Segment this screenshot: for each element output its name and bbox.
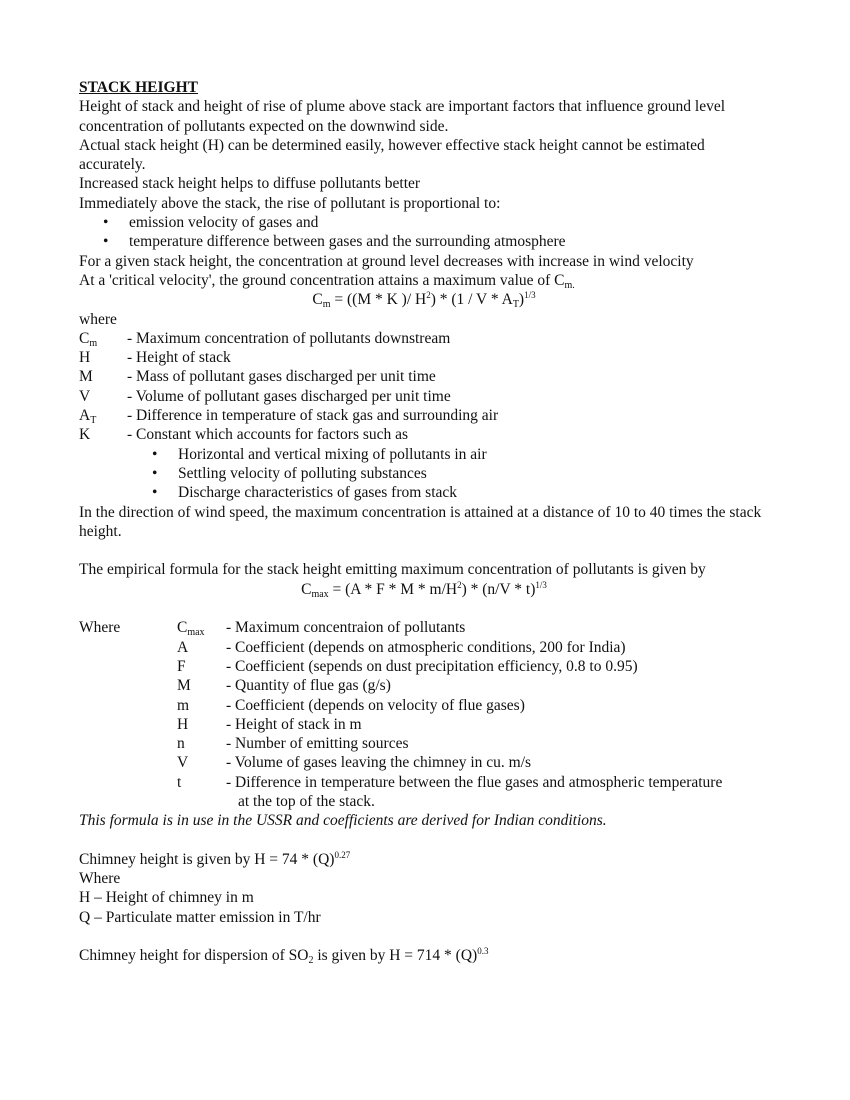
intro-paragraph-3: Increased stack height helps to diffuse pollutants better bbox=[79, 175, 421, 193]
definition-row: $A_T$ - Difference in temperature of stack gas and surrounding air bbox=[79, 407, 499, 427]
definition-row: t - Difference in temperature between the flue gases and atmospheric temperature bbox=[177, 773, 723, 791]
definition-row: A - Coefficient (depends on atmospheric conditions, 200 for India) bbox=[177, 638, 626, 656]
empirical-formula-paragraph: The empirical formula for the stack height emitting maximum concentration of pollutants is given by bbox=[79, 561, 706, 579]
definition-continuation: at the top of the stack. bbox=[238, 792, 375, 810]
where-label: where bbox=[79, 310, 117, 328]
definition-row: V - Volume of gases leaving the chimney in cu. m/s bbox=[177, 754, 532, 772]
list-item: • temperature difference between gases and the surrounding atmosphere bbox=[79, 232, 769, 251]
definitions-list-1 bbox=[79, 329, 769, 445]
ussr-note: This formula is in use in the USSR and coefficients are derived for Indian conditions. bbox=[79, 812, 607, 830]
intro-paragraph-2: Actual stack height (H) can be determined easily, however effective stack height cannot be estimated accurately. bbox=[79, 136, 705, 174]
definition-row: K - Constant which accounts for factors such as bbox=[79, 426, 409, 444]
definition-row: n - Number of emitting sources bbox=[177, 735, 409, 753]
formula-cm: $C_m = ((M * K$ )/ $H^2) * (1$ / V * $A_T)^{1/3}$ bbox=[312, 290, 536, 311]
so2-chimney-formula: Chimney height for dispersion of $SO_2$ is given by $H = 714 * (Q)^{0.3}$ bbox=[79, 946, 489, 967]
definition-row: M - Quantity of flue gas (g/s) bbox=[177, 677, 391, 695]
chimney-height-formula: Chimney height is given by $H = 74 * (Q)^{0.27}$ bbox=[79, 849, 351, 868]
list-item: • Discharge characteristics of gases from stack bbox=[79, 483, 769, 502]
definition-row: M - Mass of pollutant gases discharged per unit time bbox=[79, 368, 436, 386]
list-item: • Horizontal and vertical mixing of pollutants in air bbox=[79, 445, 769, 464]
max-concentration-paragraph: In the direction of wind speed, the maximum concentration is attained at a distance of 10 to 40 times the stack height. bbox=[79, 503, 762, 540]
intro-paragraph-4: Immediately above the stack, the rise of pollutant is proportional to: bbox=[79, 194, 501, 212]
document-page bbox=[79, 78, 769, 966]
definition-row: $C_m$ - Maximum concentration of pollutants downstream bbox=[79, 329, 451, 349]
definitions-list-2 bbox=[79, 618, 769, 811]
definition-row: Where $C_{max}$ - Maximum concentraion of pollutants bbox=[79, 619, 466, 639]
chimney-def-h: H – Height of chimney in m bbox=[79, 889, 254, 907]
intro-paragraph-1: Height of stack and height of rise of plume above stack are important factors that influence ground level concentration of pollutants expected on the downwind side. bbox=[79, 98, 726, 135]
section-heading: STACK HEIGHT bbox=[79, 79, 199, 96]
critical-velocity-paragraph: At a 'critical velocity', the ground concentration attains a maximum value of $C_{m.}$ bbox=[79, 271, 575, 291]
definition-row: F - Coefficient (sepends on dust precipitation efficiency, 0.8 to 0.95) bbox=[177, 657, 638, 675]
definition-row: V - Volume of pollutant gases discharged per unit time bbox=[79, 387, 451, 405]
definition-row: H - Height of stack bbox=[79, 349, 231, 367]
k-factors-list bbox=[79, 445, 769, 503]
chimney-def-q: Q – Particulate matter emission in T/hr bbox=[79, 908, 321, 926]
definition-row: H - Height of stack in m bbox=[177, 715, 362, 733]
list-item: • Settling velocity of polluting substances bbox=[79, 464, 769, 483]
definition-row: m - Coefficient (depends on velocity of flue gases) bbox=[177, 696, 525, 714]
list-item: • emission velocity of gases and bbox=[79, 213, 769, 232]
wind-velocity-paragraph: For a given stack height, the concentration at ground level decreases with increase in wind velocity bbox=[79, 252, 694, 270]
where-label: Where bbox=[79, 870, 121, 888]
rise-factors-list bbox=[79, 213, 769, 252]
formula-cmax: $C_{max} = (A * F * M * m/H^2) * (n/V * t)^{1/3}$ bbox=[301, 579, 547, 600]
